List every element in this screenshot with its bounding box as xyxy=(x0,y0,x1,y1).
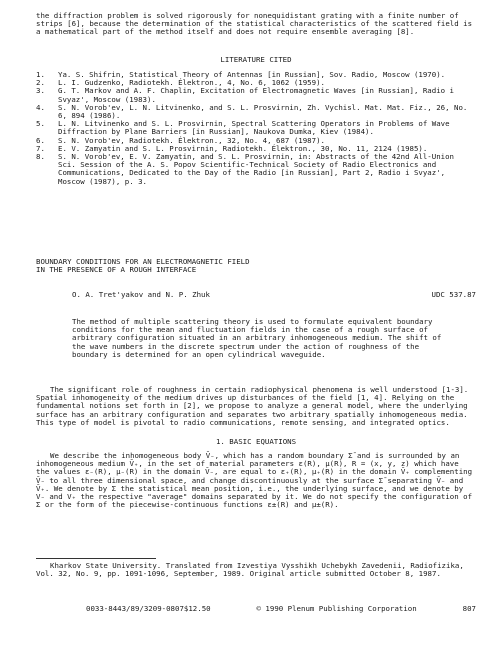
reference-text: S. N. Vorob'ev, L. N. Litvinenko, and S. L. Prosvirnin, Zh. Vychisl. Mat. Mat. Fiz., 26, No. 6, 894 (1986). xyxy=(58,102,468,121)
reference-item xyxy=(36,104,476,120)
abstract: The method of multiple scattering theory is used to formulate equivalent boundary conditions for the mean and fluctuation fields in the case of a rough surface of arbitrary configuration situated in an arbitrary inhomogeneous medium. The shift of the wave numbers in the discrete spectrum under the action of roughness of the boundary is determined for an open cylindrical waveguide. xyxy=(72,317,442,359)
footer-publisher: © 1990 Plenum Publishing Corporation xyxy=(256,604,417,613)
reference-item xyxy=(36,120,476,136)
section-heading: 1. BASIC EQUATIONS xyxy=(215,437,297,446)
footnote-divider xyxy=(36,558,156,559)
reference-number: 2. xyxy=(36,78,45,88)
reference-text: S. N. Vorob'ev, Radiotekh. Élektron., 32, No. 4, 687 (1987). xyxy=(58,135,325,145)
reference-text: L. N. Litvinenko and S. L. Prosvirnin, Spectral Scattering Operators in Problems of Wave Diffraction by Plane Barriers [in Russian], Naukova Dumka, Kiev (1984). xyxy=(58,119,450,137)
article-title-line: IN THE PRESENCE OF A ROUGH INTERFACE xyxy=(36,265,197,275)
reference-item xyxy=(36,87,476,103)
author-line xyxy=(72,291,476,299)
reference-text: L. I. Gudzenko, Radiotekh. Élektron., 4, No. 6, 1062 (1959). xyxy=(58,78,325,88)
reference-text: E. V. Zamyatin and S. L. Prosvirnin, Radiotekh. Élektron., 30, No. 11, 2124 (1985). xyxy=(58,143,428,153)
article-title-line: BOUNDARY CONDITIONS FOR AN ELECTROMAGNETIC FIELD xyxy=(36,257,250,266)
reference-number: 1. xyxy=(36,70,45,79)
intro-paragraph: the diffraction problem is solved rigorously for nonequidistant grating with a finite number of strips [6], because the determination of the statistical characteristics of the scattered field is a mathematical part of the method itself and does not require ensemble averaging [8]. xyxy=(36,11,473,37)
article-title xyxy=(36,258,476,274)
page-footer xyxy=(86,605,476,613)
reference-number: 8. xyxy=(36,152,45,162)
literature-heading: LITERATURE CITED xyxy=(220,55,292,64)
udc-code: UDC 537.87 xyxy=(431,290,476,299)
reference-text: S. N. Vorob'ev, E. V. Zamyatin, and S. L. Prosvirnin, in: Abstracts of the 42nd All-Union Sci. Session of the A. S. Popov Scientific-Technical Society of Radio Electronics and Communications, Dedicated to the Day of the Radio [in Russian], Part 2, Radio i Svyaz', Moscow (1987), p. 3. xyxy=(58,152,455,186)
reference-text: G. T. Markov and A. F. Chaplin, Excitation of Electromagnetic Waves [in Russian], Radio i Svyaz', Moscow (1983). xyxy=(58,86,455,104)
footnote: Kharkov State University. Translated from Izvestiya Vysshikh Uchebykh Zavedenii, Radiofizika, Vol. 32, No. 9, pp. 1091-1096, September, 1989. Original article submitted October 8, 1987. xyxy=(36,561,464,579)
reference-number: 5. xyxy=(36,119,45,129)
authors: O. A. Tret'yakov and N. P. Zhuk xyxy=(72,290,210,299)
reference-number: 6. xyxy=(36,135,45,145)
reference-number: 3. xyxy=(36,86,45,96)
reference-item xyxy=(36,153,476,186)
reference-text: Ya. S. Shifrin, Statistical Theory of Antennas [in Russian], Sov. Radio, Moscow (1970). xyxy=(58,70,446,79)
body-paragraph: We describe the inhomogeneous body V̄₋, which has a random boundary Σ̄ and is surrounded by an inhomogeneous medium V̄₊, in the set of material parameters ε(R), μ(R), R = (x, y, z) which have the values ε₋(R), μ₋(R) in the domain V̄₋, are equal to ε₊(R), μ₊(R) in the domain V̄₊ complementing V̄₋ to all three dimensional space, and change discontinuously at the surface Σ̄ separating V̄₋ and V̄₊. We denote by Σ the statistical mean position, i.e., the underlying surface, and we denote by V₋ and V₊ the respective "average" domains separated by it. We do not specify the configuration of Σ or the form of the piecewise-continuous functions ε±(R) and μ±(R). xyxy=(36,451,473,510)
reference-number: 4. xyxy=(36,102,45,112)
reference-number: 7. xyxy=(36,143,45,153)
footer-code: 0033-8443/89/3209-0807$12.50 xyxy=(86,604,211,613)
page-number: 807 xyxy=(462,604,476,613)
body-paragraph: The significant role of roughness in certain radiophysical phenomena is well understood [1-3]. Spatial inhomogeneity of the medium drives up disturbances of the field [1, 4]. Relying on the fundamental notions set forth in [2], we propose to analyze a general model, where the underlying surface has an arbitrary configuration and separates two arbitrary spatially inhomogeneous media. This type of model is pivotal to radio communications, remote sensing, and integrated optics. xyxy=(36,385,469,427)
reference-list xyxy=(36,71,476,186)
